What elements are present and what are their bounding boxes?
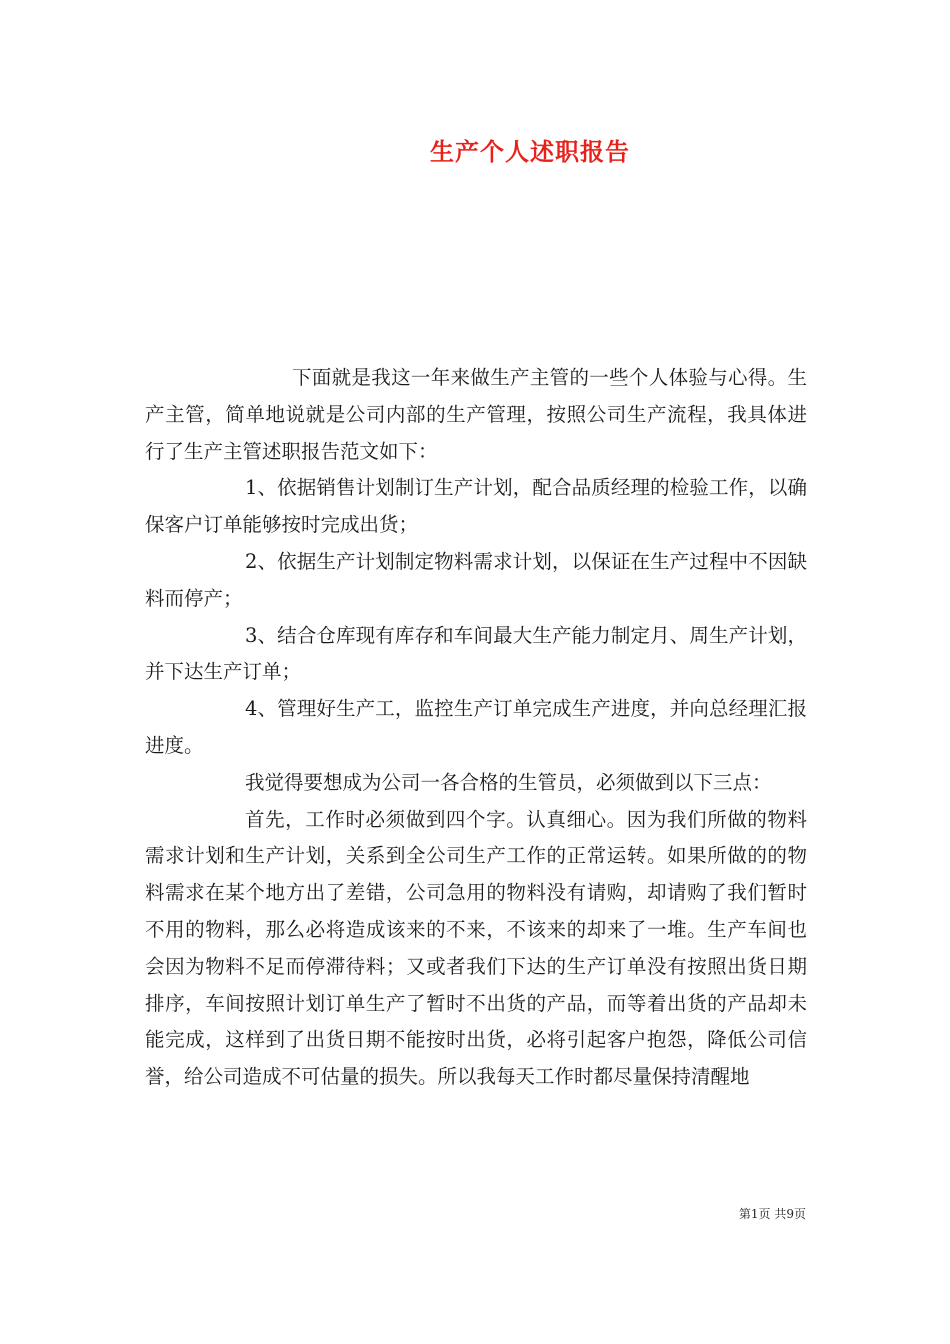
paragraph-first-point: 首先，工作时必须做到四个字。认真细心。因为我们所做的物料需求计划和生产计划，关系到全公司生产工作的正常运转。如果所做的的物料需求在某个地方出了差错，公司急用的物料没有请购，却请购了我们暂时不用的物料，那么必将造成该来的不来，不该来的却来了一堆。生产车间也会因为物料不足而停滞待料；又或者我们下达的生产订单没有按照出货日期排序，车间按照计划订单生产了暂时不出货的产品，而等着出货的产品却未能完成，这样到了出货日期不能按时出货，必将引起客户抱怨，降低公司信誉，给公司造成不可估量的损失。所以我每天工作时都尽量保持清醒地 xyxy=(145,807,807,1089)
footer-mid: 页 共 xyxy=(758,1207,787,1221)
paragraph-item-1: 1、依据销售计划制订生产计划，配合品质经理的检验工作，以确保客户订单能够按时完成出货； xyxy=(145,476,807,537)
document-title: 生产个人述职报告 xyxy=(430,137,630,166)
footer-prefix: 第 xyxy=(738,1207,751,1221)
page-footer xyxy=(0,1205,806,1222)
paragraph-three-points: 我觉得要想成为公司一各合格的生管员，必须做到以下三点： xyxy=(245,770,772,794)
footer-current-page: 1 xyxy=(750,1207,759,1221)
footer-suffix: 页 xyxy=(793,1207,806,1221)
paragraph-item-2: 2、依据生产计划制定物料需求计划，以保证在生产过程中不因缺料而停产； xyxy=(145,549,807,610)
paragraph-item-4: 4、管理好生产工，监控生产订单完成生产进度，并向总经理汇报进度。 xyxy=(145,697,807,757)
document-body xyxy=(145,360,807,1096)
paragraph-item-3: 3、结合仓库现有库存和车间最大生产能力制定月、周生产计划，并下达生产订单； xyxy=(145,623,807,684)
paragraph-intro: 下面就是我这一年来做生产主管的一些个人体验与心得。生产主管，简单地说就是公司内部的生产管理，按照公司生产流程，我具体进行了生产主管述职报告范文如下： xyxy=(145,366,807,463)
footer-total-pages: 9 xyxy=(786,1207,794,1221)
